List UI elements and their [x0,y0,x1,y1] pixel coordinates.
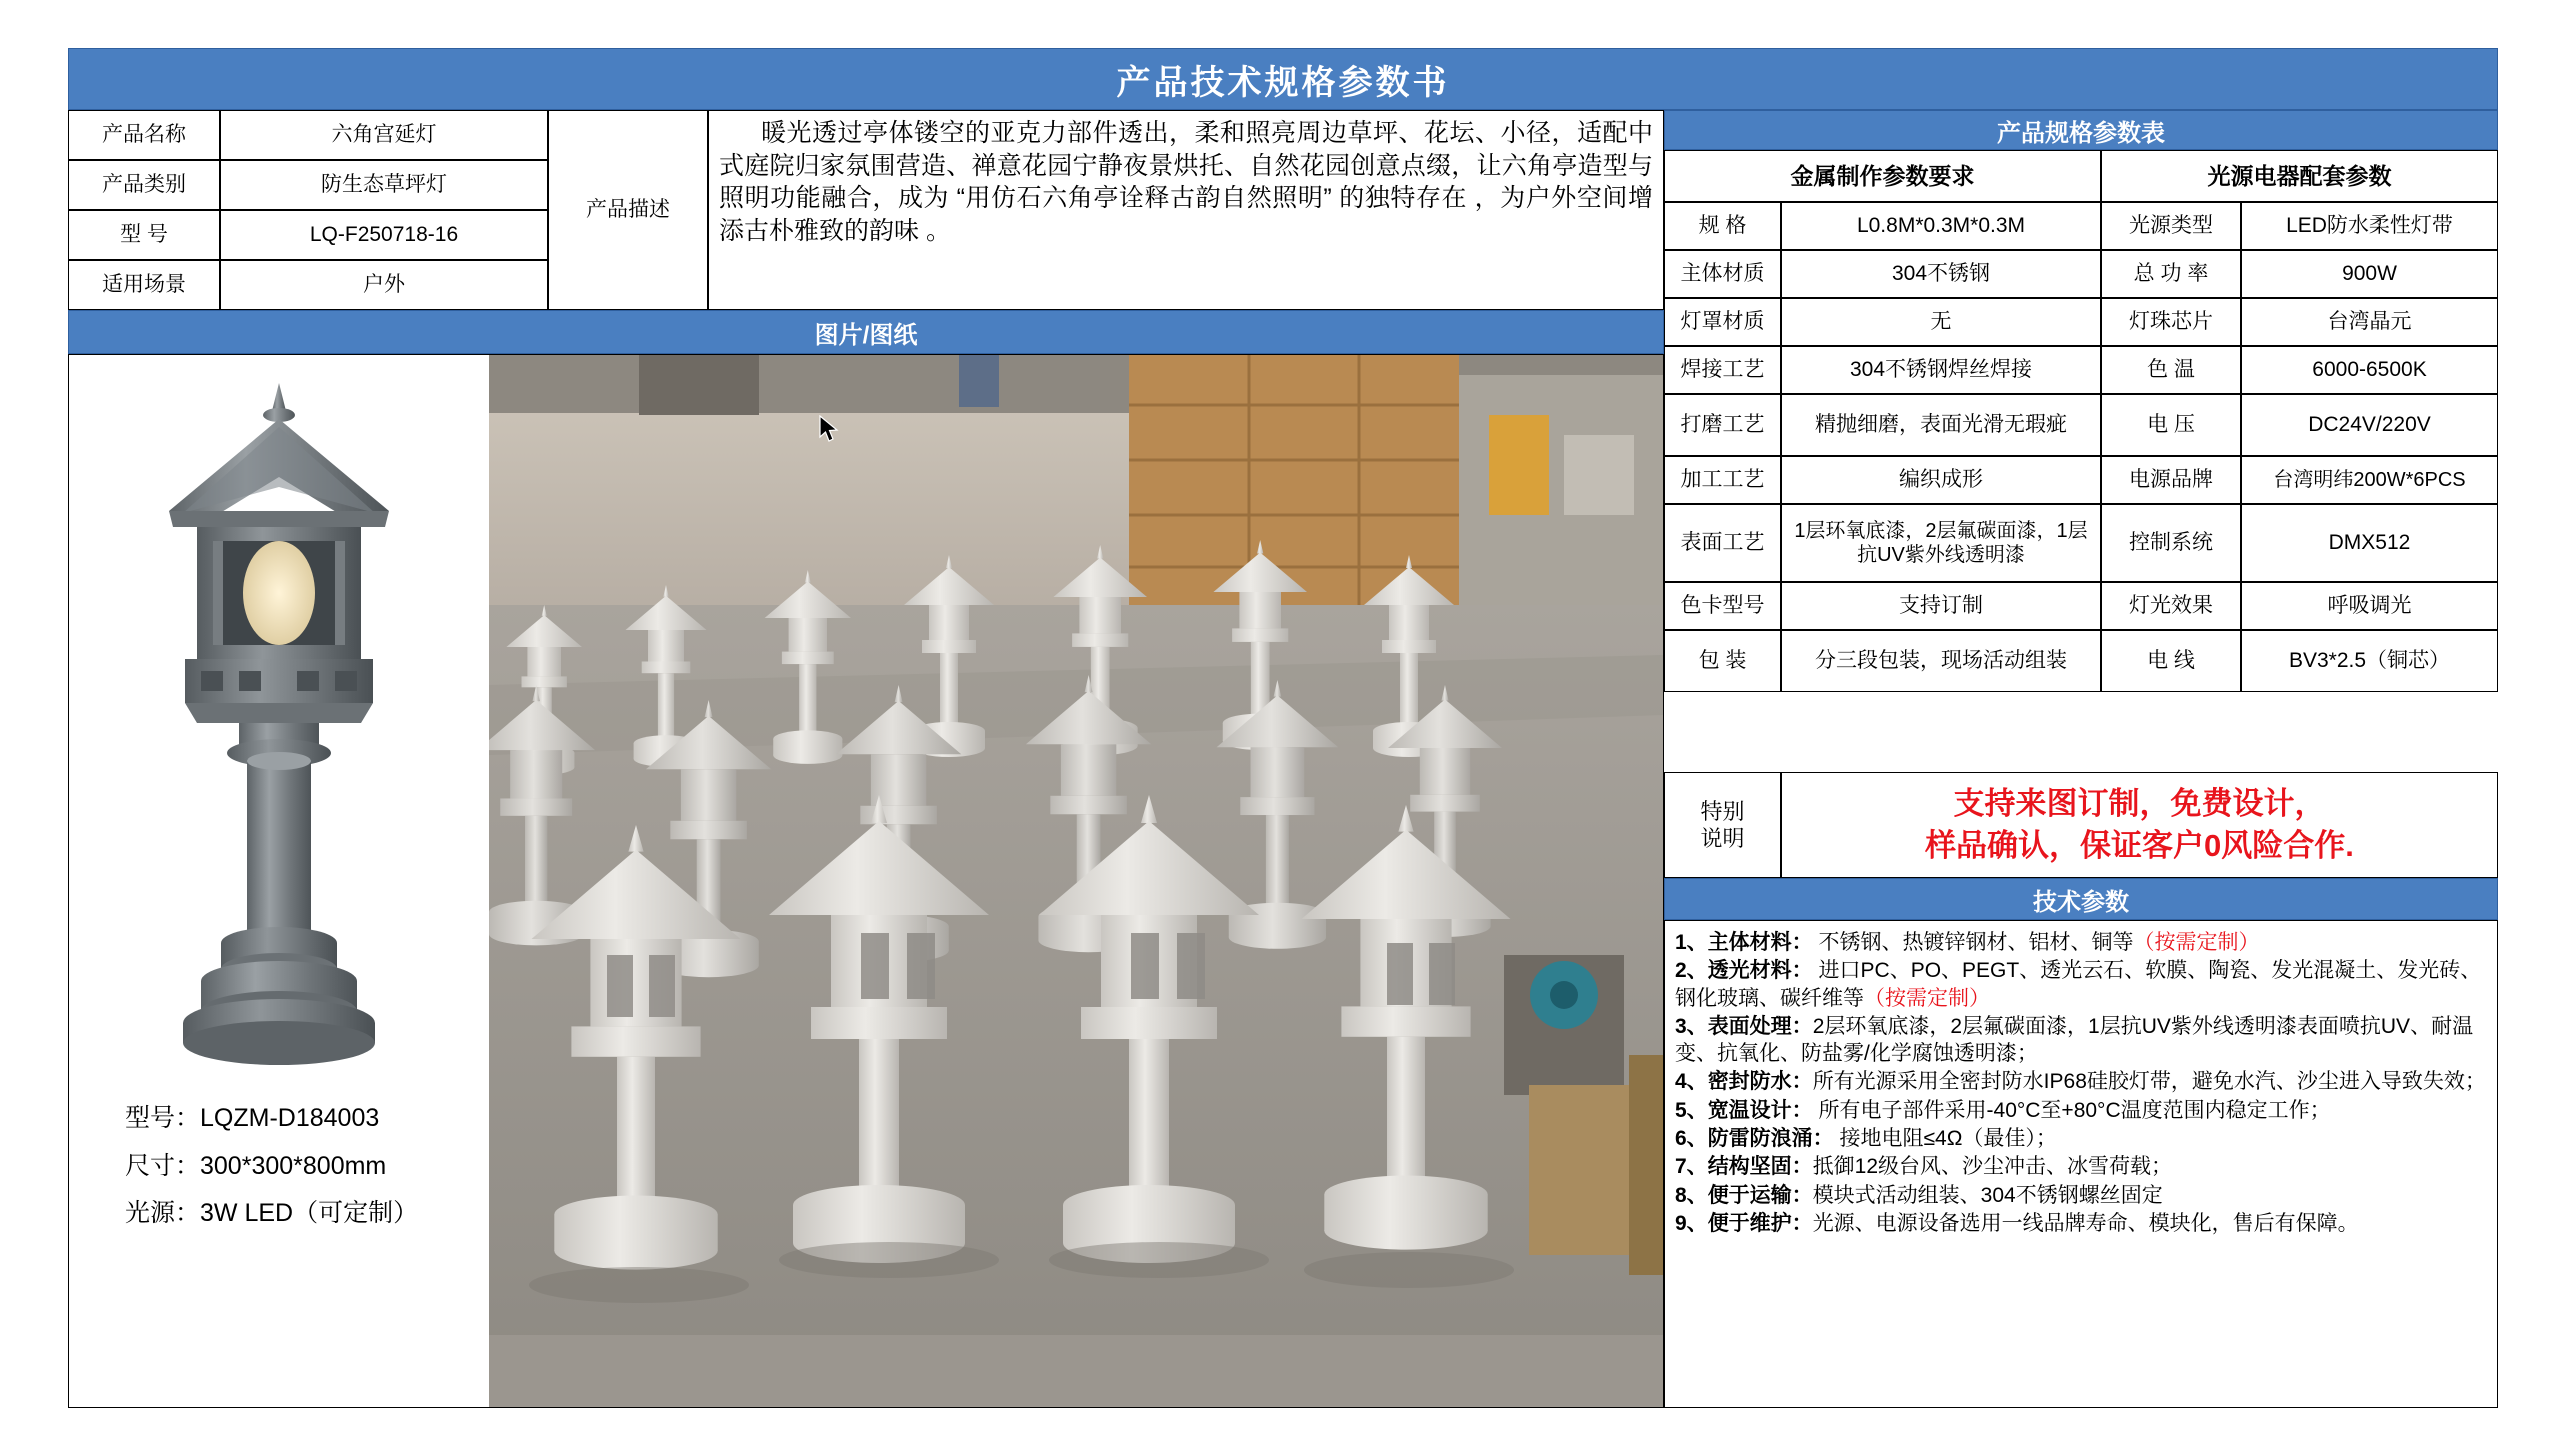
tech-item-8-text: 光源、电源设备选用一线品牌寿命、模块化，售后有保障。 [1812,1211,2359,1235]
tech-item-7-num: 8、 [1675,1183,1708,1207]
spec-value-7: 支持订制 [1781,582,2101,630]
spec-col-left-header: 金属制作参数要求 [1664,150,2101,202]
info-value-2: LQ-F250718-16 [220,210,548,260]
tech-item-6-text: 抵御12级台风、沙尘冲击、冰雪荷载； [1812,1155,2173,1179]
spec-value-0: L0.8M*0.3M*0.3M [1781,202,2101,250]
spec-value2-1: 900W [2241,250,2498,298]
tech-item-2-text: 2层环氧底漆，2层氟碳面漆，1层抗UV紫外线透明漆表面喷抗UV、耐温变、抗氧化、防盐雾/化学腐蚀透明漆； [1675,1014,2474,1066]
info-label-0: 产品名称 [68,110,220,160]
spec-key2-4: 电 压 [2101,394,2241,456]
tech-item-6-num: 7、 [1675,1155,1708,1179]
tech-item-1 [1675,957,2489,1012]
table-row [1664,202,2498,250]
tech-item-7 [1675,1182,2489,1209]
spec-table-title: 产品规格参数表 [1664,110,2498,150]
spec-key2-1: 总 功 率 [2101,250,2241,298]
table-row [1664,298,2498,346]
spec-key2-2: 灯珠芯片 [2101,298,2241,346]
tech-item-2-key: 表面处理： [1707,1014,1813,1038]
table-row [1664,394,2498,456]
tech-item-2 [1675,1013,2489,1068]
info-value-0: 六角宫延灯 [220,110,548,160]
spec-value2-3: 6000-6500K [2241,346,2498,394]
special-note-label [1664,772,1781,878]
spec-key-6: 表面工艺 [1664,504,1781,582]
spec-value2-8: BV3*2.5（铜芯） [2241,630,2498,692]
product-render-panel [69,355,489,1407]
tech-item-3 [1675,1068,2489,1095]
tech-item-3-text: 所有光源采用全密封防水IP68硅胶灯带，避免水汽、沙尘进入导致失效； [1812,1070,2486,1094]
tech-item-2-num: 3、 [1675,1014,1708,1038]
tech-item-5 [1675,1125,2489,1152]
spec-value2-2: 台湾晶元 [2241,298,2498,346]
tech-item-4-text: 所有电子部件采用-40°C至+80°C温度范围内稳定工作； [1812,1098,2331,1122]
tech-item-4 [1675,1097,2489,1124]
special-note-label-line1: 特别 [1700,798,1745,824]
tech-item-1-num: 2、 [1675,959,1708,983]
tech-item-1-red: （按需定制） [1864,986,1990,1010]
special-note-line2: 样品确认，保证客户0风险合作. [1925,828,2354,863]
spec-value-3: 304不锈钢焊丝焊接 [1781,346,2101,394]
tech-item-3-key: 密封防水： [1707,1070,1813,1094]
spec-key-4: 打磨工艺 [1664,394,1781,456]
images-area [68,354,1664,1408]
special-note [1664,772,2498,878]
product-photo-panel [489,355,1663,1407]
table-row [68,160,548,210]
spec-value-8: 分三段包装，现场活动组装 [1781,630,2101,692]
description-label: 产品描述 [548,110,708,310]
tech-params-title: 技术参数 [1664,878,2498,920]
product-render-caption [69,1095,418,1238]
spec-value2-7: 呼吸调光 [2241,582,2498,630]
spec-key-3: 焊接工艺 [1664,346,1781,394]
page-title: 产品技术规格参数书 [68,48,2498,110]
special-note-line1: 支持来图订制，免费设计， [1953,786,2326,822]
table-row [68,110,548,160]
spec-key-1: 主体材质 [1664,250,1781,298]
spec-table-body [1664,202,2498,692]
table-row [68,210,548,260]
tech-item-7-key: 便于运输： [1707,1183,1813,1207]
tech-item-0-key: 主体材料： [1707,931,1813,954]
caption-light-source: 光源：3W LED（可定制） [125,1199,419,1227]
table-row [1664,582,2498,630]
spec-key-8: 包 装 [1664,630,1781,692]
tech-item-1-key: 透光材料： [1707,959,1813,983]
tech-item-6 [1675,1153,2489,1180]
info-value-3: 户外 [220,260,548,310]
spec-value-2: 无 [1781,298,2101,346]
spec-value2-5: 台湾明纬200W*6PCS [2241,456,2498,504]
spec-key2-0: 光源类型 [2101,202,2241,250]
tech-item-0-num: 1、 [1675,931,1708,954]
spec-key-7: 色卡型号 [1664,582,1781,630]
factory-photo [489,355,1663,1407]
spec-key2-5: 电源品牌 [2101,456,2241,504]
description-text: 暖光透过亭体镂空的亚克力部件透出，柔和照亮周边草坪、花坛、小径，适配中式庭院归家氛围营造、禅意花园宁静夜景烘托、自然花园创意点缀，让六角亭造型与照明功能融合，成为 “用仿石六角亭诠释古韵自然照明” 的独特存在 ，为户外空间增添古朴雅致的韵味 。 [708,110,1664,310]
tech-item-8-num: 9、 [1675,1211,1708,1235]
caption-model: 型号：LQZM-D184003 [125,1104,380,1132]
tech-item-8-key: 便于维护： [1707,1211,1813,1235]
tech-item-5-key: 防雷防浪涌： [1707,1127,1834,1151]
tech-item-4-num: 5、 [1675,1098,1708,1122]
tech-item-7-text: 模块式活动组装、304不锈钢螺丝固定 [1812,1183,2163,1207]
spec-key-5: 加工工艺 [1664,456,1781,504]
tech-item-3-num: 4、 [1675,1070,1708,1094]
spec-key-0: 规 格 [1664,202,1781,250]
images-title: 图片/图纸 [68,310,1664,354]
tech-item-4-key: 宽温设计： [1707,1098,1813,1122]
spec-sheet [68,48,2498,1408]
info-label-3: 适用场景 [68,260,220,310]
spec-key2-3: 色 温 [2101,346,2241,394]
spec-value-4: 精抛细磨，表面光滑无瑕疵 [1781,394,2101,456]
spec-value2-6: DMX512 [2241,504,2498,582]
spec-col-right-header: 光源电器配套参数 [2101,150,2498,202]
product-description [548,110,1664,310]
tech-item-8 [1675,1210,2489,1237]
tech-item-0-red: （按需定制） [2133,931,2260,954]
spec-value-6: 1层环氧底漆，2层氟碳面漆，1层抗UV紫外线透明漆 [1781,504,2101,582]
table-row [1664,456,2498,504]
tech-item-5-num: 6、 [1675,1127,1708,1151]
spec-value-1: 304不锈钢 [1781,250,2101,298]
spec-value-5: 编织成形 [1781,456,2101,504]
tech-params-body [1664,920,2498,1408]
special-note-text [1781,772,2498,878]
spec-key2-7: 灯光效果 [2101,582,2241,630]
spec-key2-8: 电 线 [2101,630,2241,692]
tech-item-0-text: 不锈钢、热镀锌钢材、铝材、铜等 [1812,931,2134,954]
info-label-2: 型 号 [68,210,220,260]
table-row [1664,346,2498,394]
spec-key2-6: 控制系统 [2101,504,2241,582]
info-label-1: 产品类别 [68,160,220,210]
spec-key-2: 灯罩材质 [1664,298,1781,346]
tech-item-0 [1675,929,2489,956]
table-row [68,260,548,310]
spec-table-subheader [1664,150,2498,202]
spec-value2-4: DC24V/220V [2241,394,2498,456]
spec-value2-0: LED防水柔性灯带 [2241,202,2498,250]
tech-item-6-key: 结构坚固： [1707,1155,1813,1179]
table-row [1664,250,2498,298]
caption-size: 尺寸：300*300*800mm [125,1151,387,1180]
tech-item-5-text: 接地电阻≤4Ω（最佳）； [1833,1127,2057,1151]
tech-item-1-text: 进口PC、PO、PEGT、透光云石、软膜、陶瓷、发光混凝土、发光砖、钢化玻璃、碳纤维等 [1675,959,2482,1010]
table-row [1664,504,2498,582]
table-row [1664,630,2498,692]
lamp-render-icon [89,371,469,1071]
special-note-label-line2: 说明 [1700,826,1745,851]
info-value-1: 防生态草坪灯 [220,160,548,210]
product-info-table [68,110,548,310]
